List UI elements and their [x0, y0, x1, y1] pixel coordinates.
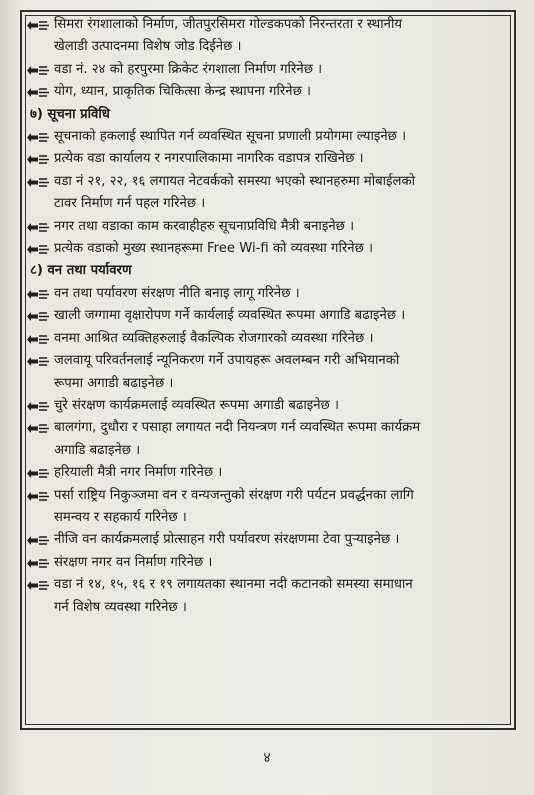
hand-pointer-icon [26, 305, 54, 323]
bullet-item [26, 485, 510, 530]
hand-pointer-icon [26, 59, 54, 77]
hand-pointer-icon [26, 574, 54, 592]
text-line: वडा नं २१, २२, १६ लगायत नेटवर्कको समस्या भएको स्थानहरुमा मोबाईलको [54, 173, 416, 189]
page-number: ४ [263, 750, 271, 766]
bullet-item [26, 574, 510, 619]
hand-pointer-icon [26, 81, 54, 99]
bullet-item [26, 328, 510, 350]
hand-pointer-icon [26, 283, 54, 301]
item-text [54, 14, 510, 59]
bullet-item [26, 14, 510, 59]
text-line: जलवायू परिवर्तनलाई न्यूनिकरण गर्ने उपायहरू अवलम्बन गरी अभियानको [54, 353, 400, 369]
section-heading [26, 104, 510, 126]
text-line: संरक्षण नगर वन निर्माण गरिनेछ । [54, 554, 213, 570]
item-text [54, 417, 510, 462]
hand-pointer-icon [26, 485, 54, 503]
item-text [54, 485, 510, 530]
hand-pointer-icon [26, 216, 54, 234]
text-line: वनमा आश्रित व्यक्तिहरुलाई वैकल्पिक रोजगारको व्यवस्था गरिनेछ । [54, 330, 374, 346]
text-line: वडा नं १४, १५, १६ र १९ लगायतका स्थानमा नदी कटानको समस्या समाधान [54, 577, 413, 593]
hand-pointer-icon [26, 462, 54, 480]
section-heading [26, 260, 510, 282]
text-line: सिमरा रंगशालाको निर्माण, जीतपुरसिमरा गोल्डकपको निरन्तरता र स्थानीय [54, 17, 403, 32]
bullet-item [26, 216, 510, 238]
hand-pointer-icon [26, 171, 54, 189]
text-line: प्रत्येक वडा कार्यालय र नगरपालिकामा नागरिक वडापत्र राखिनेछ । [54, 151, 364, 167]
hand-pointer-icon [26, 328, 54, 346]
text-line: वन तथा पर्यावरण संरक्षण नीति बनाइ लागू गरिनेछ । [54, 285, 300, 301]
item-text [54, 171, 510, 216]
item-text [54, 126, 510, 148]
hand-pointer-icon [26, 14, 54, 32]
text-line: अगाडि बढाइनेछ । [54, 442, 141, 458]
item-text [54, 574, 510, 619]
hand-pointer-icon [26, 552, 54, 570]
text-line: चुरे संरक्षण कार्यक्रमलाई व्यवस्थित रूपमा अगाडी बढाइनेछ । [54, 397, 339, 413]
bullet-item [26, 81, 510, 103]
bullet-item [26, 59, 510, 81]
item-text [54, 305, 510, 327]
item-text [54, 148, 510, 170]
bullet-item [26, 148, 510, 170]
bullet-item [26, 238, 510, 260]
text-line: समन्वय र सहकार्य गरिनेछ । [54, 509, 187, 525]
hand-pointer-icon [26, 126, 54, 144]
bullet-item [26, 395, 510, 417]
item-text [54, 238, 510, 260]
text-line: योग, ध्यान, प्राकृतिक चिकित्सा केन्द्र स्थापना गरिनेछ । [54, 84, 312, 100]
item-text [54, 529, 510, 551]
text-line: पर्सा राष्ट्रिय निकुञ्जमा वन र वन्यजन्तुको संरक्षण गरी पर्यटन प्रवर्द्धनका लागि [54, 487, 414, 503]
text-line: टावर निर्माण गर्न पहल गरिनेछ । [54, 196, 206, 212]
page-content [26, 14, 510, 619]
bullet-item [26, 305, 510, 327]
item-text [54, 81, 510, 103]
item-text [54, 350, 510, 395]
bullet-item [26, 417, 510, 462]
text-line: वडा नं. २४ को हरपुरमा क्रिकेट रंगशाला निर्माण गरिनेछ । [54, 61, 323, 77]
bullet-item [26, 283, 510, 305]
text-line: रूपमा अगाडी बढाइनेछ । [54, 375, 174, 391]
heading-text [26, 260, 510, 282]
item-text [54, 283, 510, 305]
hand-pointer-icon [26, 529, 54, 547]
item-text [54, 216, 510, 238]
hand-pointer-icon [26, 148, 54, 166]
text-line: गर्न विशेष व्यवस्था गरिनेछ । [54, 599, 187, 615]
text-line: खेलाडी उत्पादनमा विशेष जोड दिईनेछ । [54, 39, 242, 55]
text-line: ८) वन तथा पर्यावरण [30, 263, 132, 279]
bullet-item [26, 126, 510, 148]
hand-pointer-icon [26, 350, 54, 368]
bullet-item [26, 462, 510, 484]
bullet-item [26, 171, 510, 216]
text-line: नीजि वन कार्यक्रमलाई प्रोत्साहन गरी पर्यावरण संरक्षणमा टेवा पुर्‍याइनेछ । [54, 532, 400, 548]
text-line: खाली जग्गामा वृक्षारोपण गर्ने कार्यलाई व्यवस्थित रूपमा अगाडि बढाइनेछ । [54, 308, 406, 324]
bullet-item [26, 529, 510, 551]
item-text [54, 462, 510, 484]
heading-text [26, 104, 510, 126]
text-line: सूचनाको हकलाई स्थापित गर्न व्यवस्थित सूचना प्रणाली प्रयोगमा ल्याइनेछ । [54, 129, 407, 145]
text-line: हरियाली मैत्री नगर निर्माण गरिनेछ । [54, 465, 223, 481]
item-text [54, 59, 510, 81]
hand-pointer-icon [26, 417, 54, 435]
text-line: ७) सूचना प्रविधि [30, 106, 110, 122]
text-line: नगर तथा वडाका काम करवाहीहरु सूचनाप्रविधि मैत्री बनाइनेछ । [54, 218, 355, 234]
bullet-item [26, 350, 510, 395]
text-line: बालगंगा, दुधौरा र पसाहा लगायत नदी नियन्त्रण गर्न व्यवस्थित रूपमा कार्यक्रम [54, 420, 421, 436]
item-text [54, 395, 510, 417]
hand-pointer-icon [26, 395, 54, 413]
bullet-item [26, 552, 510, 574]
hand-pointer-icon [26, 238, 54, 256]
text-line: प्रत्येक वडाको मुख्य स्थानहरूमा Free Wi-fi को व्यवस्था गरिनेछ । [54, 241, 374, 257]
item-text [54, 552, 510, 574]
item-text [54, 328, 510, 350]
